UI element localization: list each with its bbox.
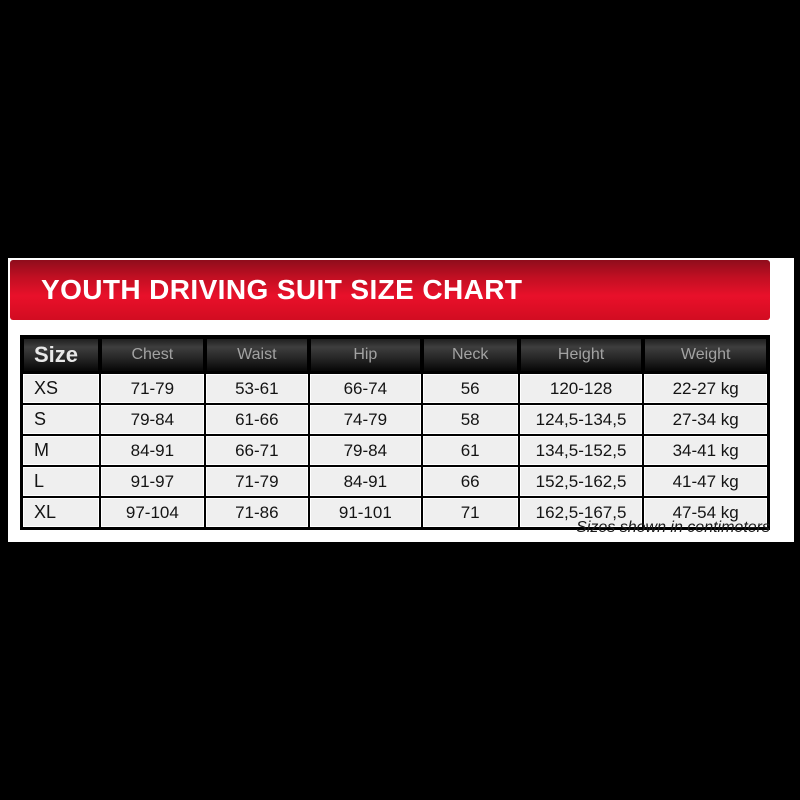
table-cell: 79-84 xyxy=(101,405,203,434)
table-cell: 97-104 xyxy=(101,498,203,527)
size-cell: S xyxy=(23,405,99,434)
column-header-weight: Weight xyxy=(644,338,767,372)
table-cell: 134,5-152,5 xyxy=(520,436,643,465)
table-cell: 53-61 xyxy=(206,374,308,403)
table-cell: 74-79 xyxy=(310,405,421,434)
table-cell: 91-97 xyxy=(101,467,203,496)
title-banner xyxy=(10,260,770,320)
table-row-l xyxy=(23,467,767,496)
table-cell: 79-84 xyxy=(310,436,421,465)
table-cell: 71 xyxy=(423,498,518,527)
table-cell: 71-86 xyxy=(206,498,308,527)
column-header-neck: Neck xyxy=(423,338,518,372)
column-header-hip: Hip xyxy=(310,338,421,372)
table-row-xs xyxy=(23,374,767,403)
table-cell: 71-79 xyxy=(101,374,203,403)
table-cell: 71-79 xyxy=(206,467,308,496)
page-title: YOUTH DRIVING SUIT SIZE CHART xyxy=(41,274,523,305)
table-row-s xyxy=(23,405,767,434)
table-cell: 84-91 xyxy=(310,467,421,496)
size-cell: XS xyxy=(23,374,99,403)
table-cell: 34-41 kg xyxy=(644,436,767,465)
table-cell: 124,5-134,5 xyxy=(520,405,643,434)
size-table xyxy=(20,335,770,530)
size-chart-card xyxy=(8,258,794,542)
table-cell: 61-66 xyxy=(206,405,308,434)
table-cell: 66-74 xyxy=(310,374,421,403)
size-cell: M xyxy=(23,436,99,465)
table-cell: 41-47 kg xyxy=(644,467,767,496)
table-cell: 22-27 kg xyxy=(644,374,767,403)
size-cell: L xyxy=(23,467,99,496)
table-cell: 56 xyxy=(423,374,518,403)
table-row-m xyxy=(23,436,767,465)
table-cell: 58 xyxy=(423,405,518,434)
column-header-chest: Chest xyxy=(101,338,203,372)
table-cell: 27-34 kg xyxy=(644,405,767,434)
size-cell: XL xyxy=(23,498,99,527)
table-cell: 152,5-162,5 xyxy=(520,467,643,496)
units-note: Sizes shown in centimeters xyxy=(576,519,770,536)
table-cell: 61 xyxy=(423,436,518,465)
column-header-height: Height xyxy=(520,338,643,372)
table-cell: 66 xyxy=(423,467,518,496)
table-cell: 162,5-167,5 xyxy=(520,498,643,527)
table-cell: 120-128 xyxy=(520,374,643,403)
table-cell: 66-71 xyxy=(206,436,308,465)
table-cell: 91-101 xyxy=(310,498,421,527)
column-header-waist: Waist xyxy=(206,338,308,372)
table-cell: 47-54 kg xyxy=(644,498,767,527)
column-header-size: Size xyxy=(23,338,99,372)
table-cell: 84-91 xyxy=(101,436,203,465)
table-header-row xyxy=(23,338,767,372)
